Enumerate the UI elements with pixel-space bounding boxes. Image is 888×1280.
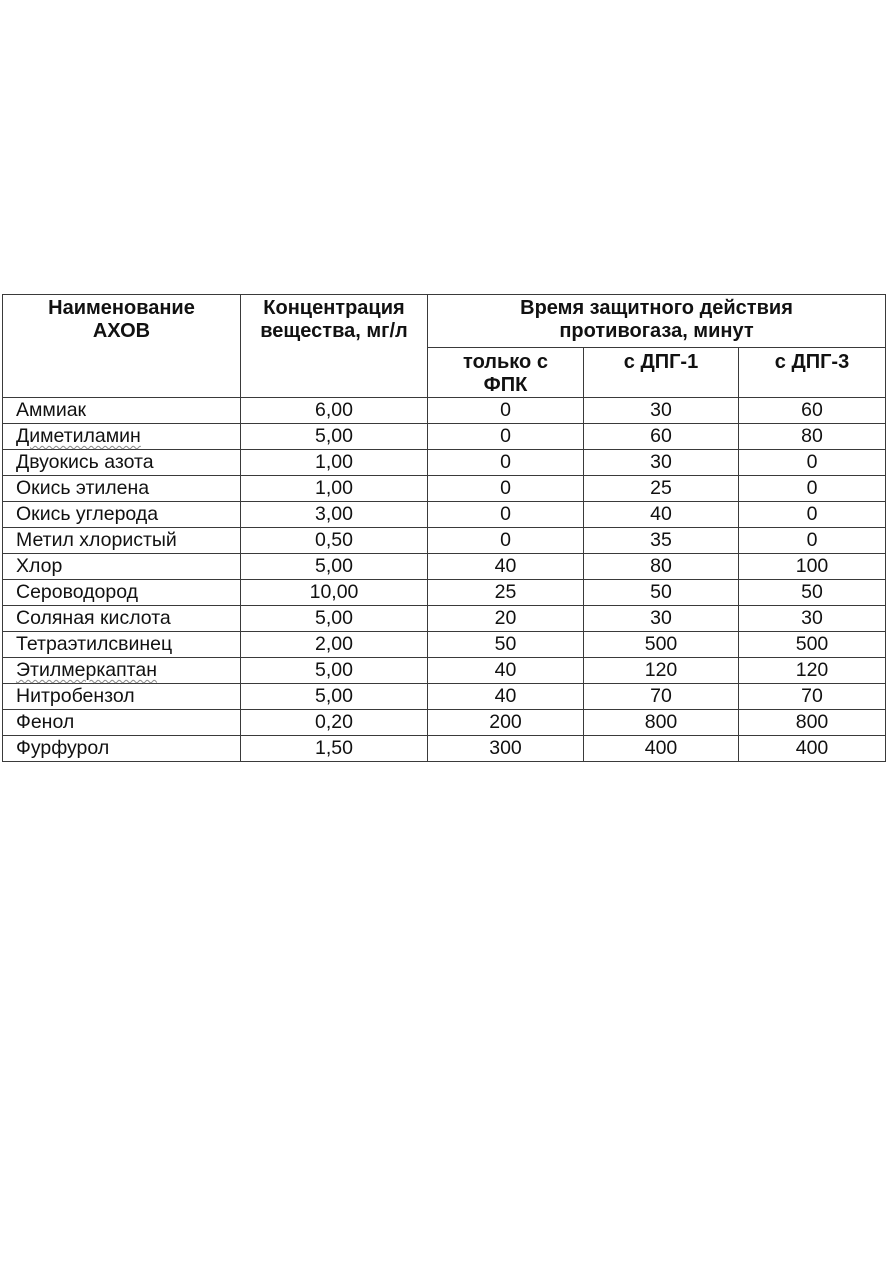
dpg1-time-cell-text: 60	[650, 425, 672, 447]
protection-time-table	[2, 294, 886, 762]
fpk-time-cell	[428, 476, 584, 502]
concentration-cell-text: 1,50	[315, 737, 353, 759]
dpg3-time-cell	[739, 580, 886, 606]
substance-name-cell	[3, 476, 241, 502]
concentration-cell	[241, 632, 428, 658]
concentration-cell	[241, 424, 428, 450]
dpg3-time-cell-text: 0	[806, 451, 818, 473]
substance-name-cell-text: Сероводород	[16, 581, 139, 603]
fpk-time-cell-text: 50	[494, 633, 517, 655]
concentration-cell-text: 3,00	[315, 503, 353, 525]
substance-name-cell	[3, 684, 241, 710]
fpk-time-cell-text: 0	[500, 529, 511, 551]
concentration-cell-text: 5,00	[315, 555, 353, 577]
dpg1-time-cell	[584, 710, 739, 736]
fpk-time-cell-text: 40	[494, 659, 517, 681]
dpg3-time-cell	[739, 684, 886, 710]
concentration-cell-text: 5,00	[315, 659, 353, 681]
table-row	[3, 632, 886, 658]
dpg1-time-cell-text: 800	[644, 711, 678, 733]
header-dpg3	[739, 348, 886, 398]
dpg3-time-cell-text: 100	[795, 555, 829, 577]
table-row	[3, 736, 886, 762]
dpg3-time-cell	[739, 398, 886, 424]
concentration-cell	[241, 736, 428, 762]
table-row	[3, 580, 886, 606]
header-dpg1-text: с ДПГ-1	[623, 351, 699, 373]
substance-name-cell	[3, 580, 241, 606]
dpg1-time-cell-text: 50	[650, 581, 672, 603]
dpg3-time-cell-text: 0	[806, 503, 818, 525]
substance-name-cell-text: Диметиламин	[16, 425, 141, 447]
table-row	[3, 528, 886, 554]
substance-name-cell	[3, 450, 241, 476]
header-dpg1	[584, 348, 739, 398]
substance-name-cell	[3, 502, 241, 528]
header-protection-time-text: Время защитного действия противогаза, минут	[520, 297, 793, 342]
concentration-cell	[241, 476, 428, 502]
concentration-cell	[241, 528, 428, 554]
substance-name-cell	[3, 398, 241, 424]
header-dpg3-text: с ДПГ-3	[774, 351, 850, 373]
substance-name-cell	[3, 736, 241, 762]
table-row	[3, 606, 886, 632]
fpk-time-cell	[428, 528, 584, 554]
table-row	[3, 658, 886, 684]
table-row	[3, 554, 886, 580]
table-row	[3, 476, 886, 502]
header-fpk-text: только с ФПК	[463, 351, 548, 396]
dpg3-time-cell-text: 30	[801, 607, 823, 629]
concentration-cell-text: 0,50	[315, 529, 353, 551]
dpg1-time-cell-text: 120	[644, 659, 678, 681]
dpg1-time-cell-text: 30	[650, 607, 672, 629]
table-row	[3, 450, 886, 476]
fpk-time-cell	[428, 632, 584, 658]
dpg1-time-cell-text: 25	[650, 477, 672, 499]
protection-time-table-wrapper	[2, 294, 885, 762]
concentration-cell-text: 1,00	[315, 477, 353, 499]
table-row	[3, 398, 886, 424]
dpg3-time-cell	[739, 450, 886, 476]
substance-name-cell-text: Хлор	[16, 555, 63, 577]
fpk-time-cell	[428, 736, 584, 762]
header-concentration-text: Концентрация вещества, мг/л	[260, 297, 408, 342]
substance-name-cell	[3, 528, 241, 554]
dpg3-time-cell-text: 70	[801, 685, 823, 707]
dpg3-time-cell-text: 0	[806, 477, 818, 499]
dpg3-time-cell	[739, 502, 886, 528]
dpg1-time-cell-text: 400	[644, 737, 678, 759]
dpg1-time-cell-text: 35	[650, 529, 672, 551]
dpg1-time-cell	[584, 580, 739, 606]
substance-name-cell-text: Фурфурол	[16, 737, 110, 759]
concentration-cell	[241, 658, 428, 684]
substance-name-cell-text: Фенол	[16, 711, 75, 733]
substance-name-cell-text: Нитробензол	[16, 685, 135, 707]
fpk-time-cell	[428, 684, 584, 710]
dpg3-time-cell-text: 0	[806, 529, 818, 551]
fpk-time-cell	[428, 658, 584, 684]
table-row	[3, 684, 886, 710]
dpg3-time-cell-text: 80	[801, 425, 823, 447]
dpg1-time-cell-text: 40	[650, 503, 672, 525]
fpk-time-cell	[428, 502, 584, 528]
fpk-time-cell-text: 0	[500, 425, 511, 447]
concentration-cell	[241, 502, 428, 528]
table-row	[3, 424, 886, 450]
header-name	[3, 295, 241, 398]
fpk-time-cell	[428, 554, 584, 580]
substance-name-cell	[3, 424, 241, 450]
concentration-cell-text: 5,00	[315, 425, 353, 447]
dpg1-time-cell	[584, 424, 739, 450]
dpg3-time-cell-text: 500	[795, 633, 829, 655]
substance-name-cell-text: Соляная кислота	[16, 607, 171, 629]
dpg3-time-cell-text: 800	[795, 711, 829, 733]
fpk-time-cell-text: 0	[500, 477, 511, 499]
dpg3-time-cell	[739, 554, 886, 580]
fpk-time-cell-text: 0	[500, 503, 511, 525]
fpk-time-cell-text: 0	[500, 399, 511, 421]
dpg1-time-cell	[584, 398, 739, 424]
dpg1-time-cell-text: 500	[644, 633, 678, 655]
concentration-cell-text: 10,00	[309, 581, 359, 603]
concentration-cell-text: 6,00	[315, 399, 353, 421]
dpg3-time-cell	[739, 710, 886, 736]
substance-name-cell	[3, 606, 241, 632]
substance-name-cell-text: Окись углерода	[16, 503, 159, 525]
substance-name-cell	[3, 632, 241, 658]
header-concentration	[241, 295, 428, 398]
substance-name-cell-text: Этилмеркаптан	[16, 659, 158, 681]
fpk-time-cell-text: 25	[494, 581, 517, 603]
dpg1-time-cell	[584, 502, 739, 528]
fpk-time-cell-text: 20	[494, 607, 517, 629]
dpg1-time-cell-text: 80	[650, 555, 672, 577]
concentration-cell	[241, 580, 428, 606]
dpg1-time-cell	[584, 736, 739, 762]
concentration-cell	[241, 554, 428, 580]
dpg3-time-cell-text: 120	[795, 659, 829, 681]
fpk-time-cell	[428, 710, 584, 736]
dpg3-time-cell	[739, 632, 886, 658]
dpg1-time-cell	[584, 658, 739, 684]
dpg1-time-cell-text: 30	[650, 399, 672, 421]
substance-name-cell	[3, 710, 241, 736]
table-row	[3, 502, 886, 528]
dpg1-time-cell	[584, 606, 739, 632]
header-protection-time	[428, 295, 886, 348]
dpg1-time-cell	[584, 632, 739, 658]
fpk-time-cell	[428, 398, 584, 424]
header-fpk	[428, 348, 584, 398]
dpg3-time-cell	[739, 736, 886, 762]
concentration-cell-text: 5,00	[315, 685, 353, 707]
dpg3-time-cell	[739, 424, 886, 450]
substance-name-cell	[3, 658, 241, 684]
dpg3-time-cell	[739, 528, 886, 554]
concentration-cell	[241, 710, 428, 736]
table-row	[3, 710, 886, 736]
concentration-cell	[241, 684, 428, 710]
fpk-time-cell-text: 300	[489, 737, 522, 759]
fpk-time-cell-text: 0	[500, 451, 511, 473]
concentration-cell	[241, 606, 428, 632]
dpg3-time-cell-text: 400	[795, 737, 829, 759]
dpg1-time-cell	[584, 684, 739, 710]
fpk-time-cell	[428, 580, 584, 606]
dpg1-time-cell	[584, 450, 739, 476]
dpg3-time-cell	[739, 606, 886, 632]
dpg1-time-cell-text: 30	[650, 451, 672, 473]
substance-name-cell-text: Аммиак	[16, 399, 87, 421]
substance-name-cell-text: Двуокись азота	[16, 451, 154, 473]
fpk-time-cell-text: 40	[494, 685, 517, 707]
concentration-cell	[241, 450, 428, 476]
substance-name-cell-text: Тетраэтилсвинец	[16, 633, 173, 655]
substance-name-cell-text: Окись этилена	[16, 477, 150, 499]
concentration-cell-text: 5,00	[315, 607, 353, 629]
concentration-cell-text: 0,20	[315, 711, 353, 733]
fpk-time-cell	[428, 450, 584, 476]
dpg3-time-cell-text: 50	[801, 581, 823, 603]
dpg1-time-cell-text: 70	[650, 685, 672, 707]
concentration-cell-text: 2,00	[315, 633, 353, 655]
dpg1-time-cell	[584, 554, 739, 580]
substance-name-cell-text: Метил хлористый	[16, 529, 177, 551]
dpg3-time-cell	[739, 658, 886, 684]
substance-name-cell	[3, 554, 241, 580]
dpg1-time-cell	[584, 476, 739, 502]
fpk-time-cell-text: 200	[489, 711, 522, 733]
fpk-time-cell	[428, 424, 584, 450]
header-row	[3, 295, 886, 348]
dpg3-time-cell-text: 60	[801, 399, 823, 421]
concentration-cell	[241, 398, 428, 424]
fpk-time-cell	[428, 606, 584, 632]
header-name-text: Наименование АХОВ	[48, 297, 195, 342]
concentration-cell-text: 1,00	[315, 451, 353, 473]
dpg3-time-cell	[739, 476, 886, 502]
table-body	[3, 398, 886, 762]
dpg1-time-cell	[584, 528, 739, 554]
fpk-time-cell-text: 40	[494, 555, 517, 577]
